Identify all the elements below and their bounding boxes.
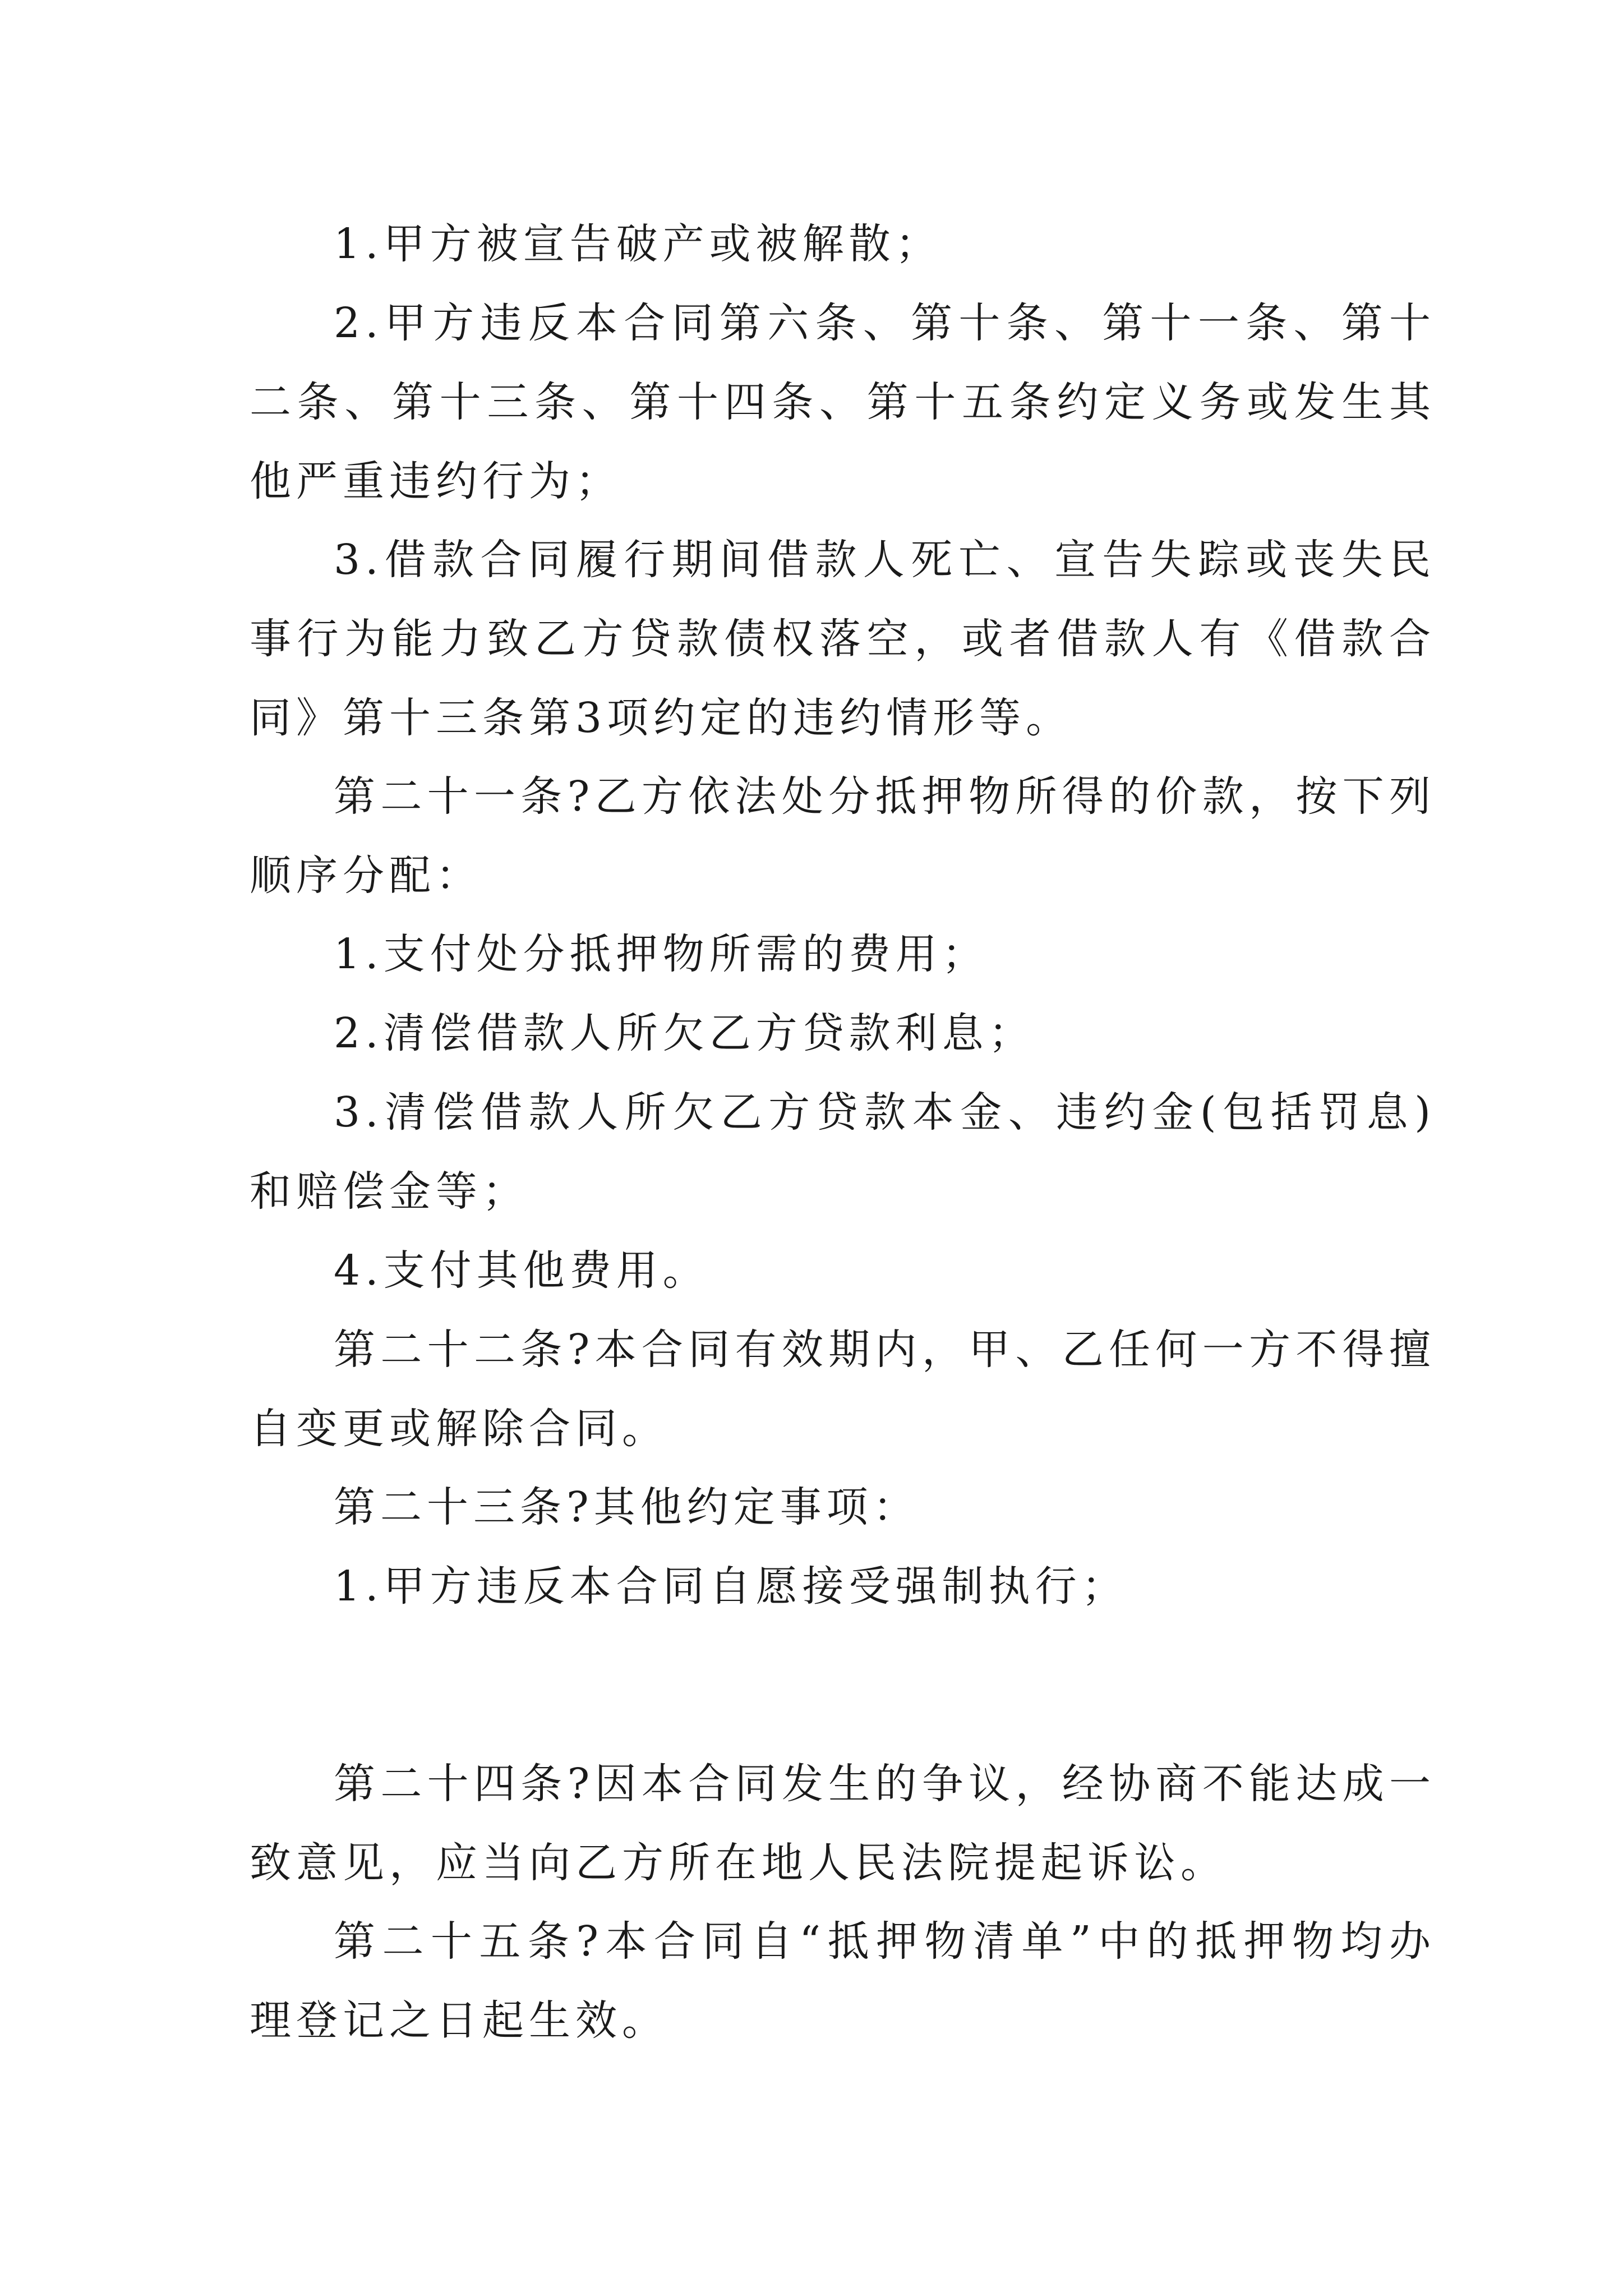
article-21-item-1: 1.支付处分抵押物所需的费用； xyxy=(334,930,989,978)
article-22: 第二十二条?本合同有效期内，甲、乙任何一方不得擅自变更或解除合同。 xyxy=(250,1326,1436,1453)
article-23-heading: 第二十三条?其他约定事项： xyxy=(334,1483,920,1531)
clause-item-2-breach: 2.甲方违反本合同第六条、第十条、第十一条、第十二条、第十三条、第十四条、第十五条约定义务或发生其他严重违约行为； xyxy=(250,299,1436,505)
article-21-item-2: 2.清偿借款人所欠乙方贷款利息； xyxy=(334,1009,1035,1057)
article-21-heading: 第二十一条?乙方依法处分抵押物所得的价款，按下列顺序分配： xyxy=(250,772,1436,900)
article-25: 第二十五条?本合同自“抵押物清单”中的抵押物均办理登记之日起生效。 xyxy=(250,1917,1436,2045)
article-21-item-4: 4.支付其他费用。 xyxy=(334,1246,709,1295)
clause-item-3-borrower-default: 3.借款合同履行期间借款人死亡、宣告失踪或丧失民事行为能力致乙方贷款债权落空，或者借款人有《借款合同》第十三条第3项约定的违约情形等。 xyxy=(250,536,1436,742)
article-21-item-3: 3.清偿借款人所欠乙方贷款本金、违约金(包括罚息)和赔偿金等； xyxy=(250,1088,1436,1216)
article-23-item-1: 1.甲方违反本合同自愿接受强制执行； xyxy=(334,1562,1128,1611)
clause-item-1-bankruptcy: 1.甲方被宣告破产或被解散； xyxy=(334,220,942,268)
article-24: 第二十四条?因本合同发生的争议，经协商不能达成一致意见，应当向乙方所在地人民法院提起诉讼。 xyxy=(250,1760,1436,1887)
